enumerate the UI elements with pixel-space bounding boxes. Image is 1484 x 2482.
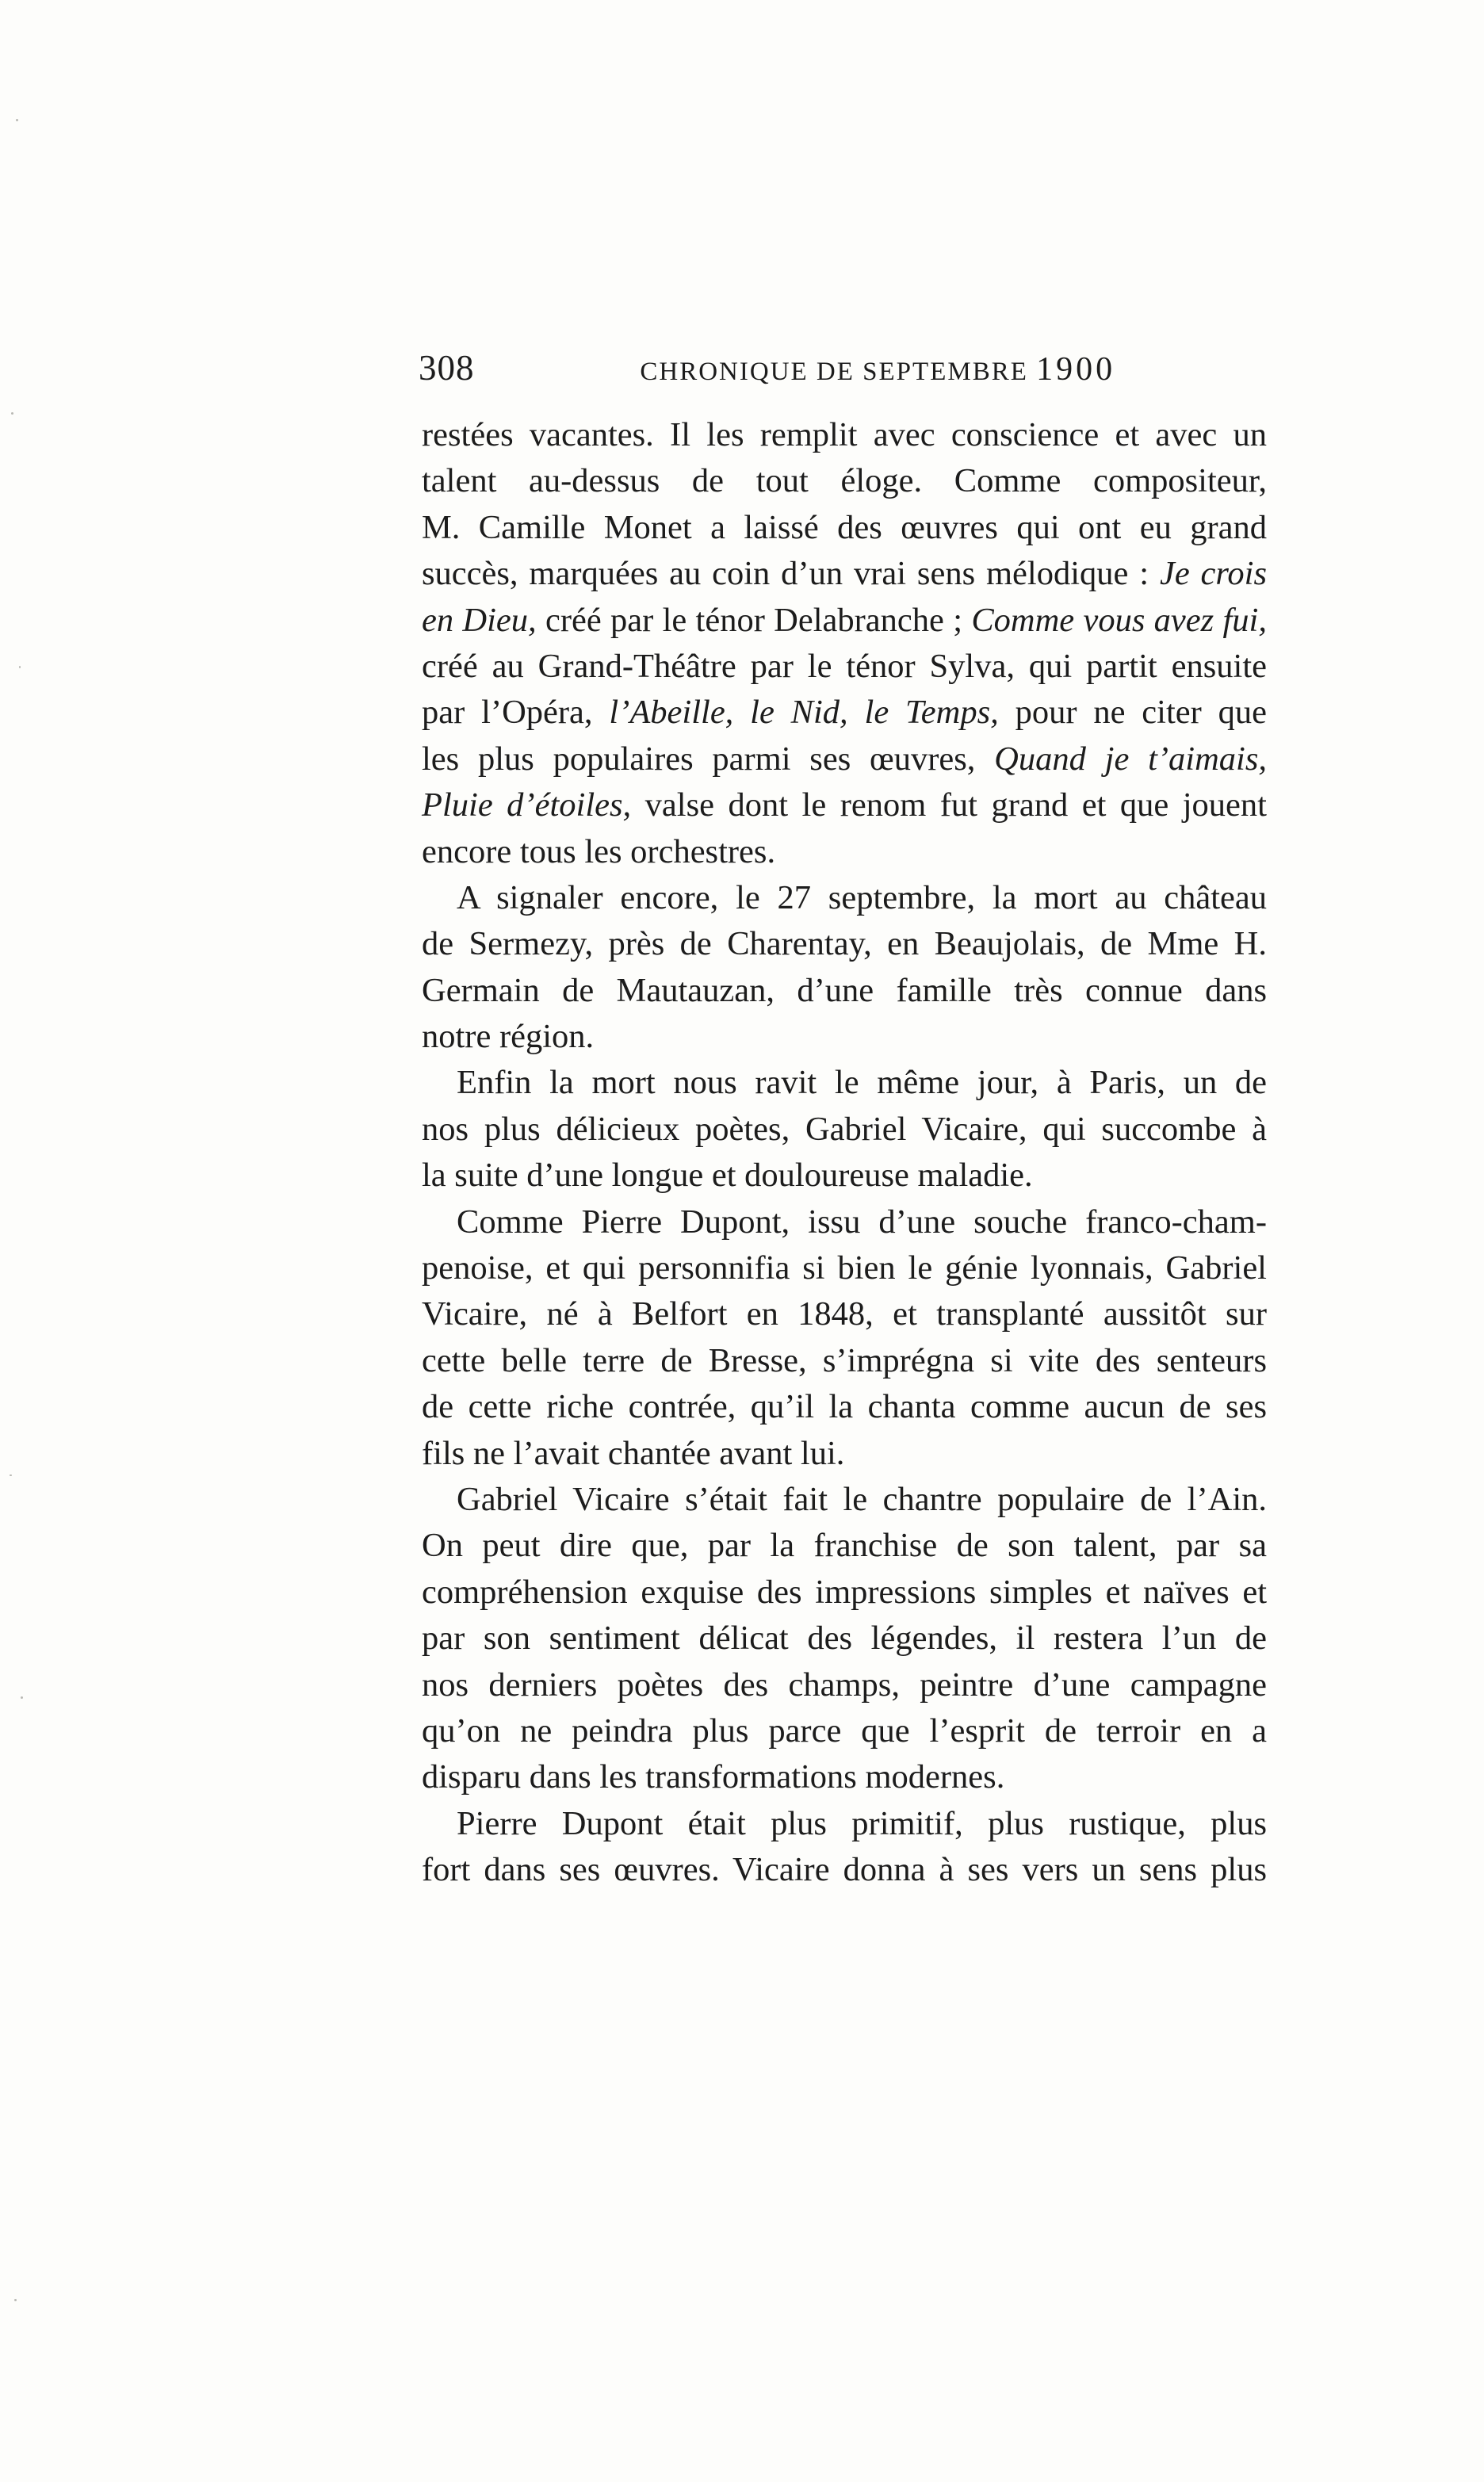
text-line [422, 1523, 1267, 1569]
text-line [422, 644, 1267, 690]
text-line [422, 690, 1267, 736]
text-line [422, 1107, 1267, 1153]
text-run: de cette riche contrée, qu’il la chanta comme aucun de ses [422, 1388, 1267, 1426]
text-line [422, 1014, 1267, 1060]
text-line [422, 1338, 1267, 1384]
text-line [422, 1384, 1267, 1430]
italic-title: l’Abeille, le Nid, le Temps, [609, 694, 999, 732]
text-run: Pierre Dupont était plus primitif, plus rustique, plus [457, 1804, 1267, 1842]
text-run: de Sermezy, près de Charentay, en Beaujolais, de Mme H. [422, 925, 1267, 963]
text-line [422, 1708, 1267, 1754]
text-line [422, 1291, 1267, 1337]
text-run: penoise, et qui personnifia si bien le génie lyonnais, Gabriel [422, 1249, 1267, 1287]
italic-title: Quand je t’aimais, [994, 740, 1268, 778]
text-run: qu’on ne peindra plus parce que l’esprit de terroir en a [422, 1711, 1267, 1750]
text-line [422, 1153, 1267, 1199]
text-line [422, 1199, 1267, 1245]
text-line [422, 1662, 1267, 1708]
running-head-title: CHRONIQUE DE SEPTEMBRE [640, 358, 1028, 386]
body-text [422, 412, 1267, 1894]
scan-speck [16, 119, 18, 121]
text-run: Germain de Mautauzan, d’une famille très connue dans [422, 971, 1267, 1009]
text-run: Gabriel Vicaire s’était fait le chantre populaire de l’Ain. [457, 1480, 1267, 1518]
text-run: A signaler encore, le 27 septembre, la mort au château [457, 878, 1267, 916]
text-run: nos plus délicieux poètes, Gabriel Vicaire, qui succombe à [422, 1110, 1267, 1148]
text-line [422, 1616, 1267, 1662]
text-run: Enfin la mort nous ravit le même jour, à Paris, un de [457, 1064, 1267, 1102]
text-run: pour ne citer que [998, 694, 1267, 732]
scan-speck [21, 1696, 23, 1699]
text-line [422, 1060, 1267, 1106]
text-run: par son sentiment délicat des légendes, il restera l’un de [422, 1620, 1267, 1658]
scan-speck [14, 2299, 17, 2301]
page-number: 308 [419, 348, 475, 388]
text-run: restées vacantes. Il les remplit avec conscience et avec un [422, 416, 1267, 453]
italic-title: Je crois [1159, 555, 1267, 593]
text-line [422, 1245, 1267, 1291]
text-line [422, 1754, 1267, 1800]
running-head-year: 1900 [1036, 351, 1116, 388]
text-line [422, 736, 1267, 782]
italic-title: Pluie d’étoiles, [422, 786, 632, 824]
scan-speck [11, 412, 13, 415]
text-line [422, 875, 1267, 921]
text-line [422, 921, 1267, 967]
text-line [422, 829, 1267, 875]
text-run: la suite d’une longue et douloureuse maladie. [422, 1157, 1033, 1195]
text-line [422, 412, 1267, 458]
running-head [475, 350, 1266, 388]
text-run: cette belle terre de Bresse, s’imprégna si vite des senteurs [422, 1341, 1267, 1379]
text-run: valse dont le renom fut grand et que jouent [631, 786, 1267, 824]
text-line [422, 458, 1267, 504]
text-run: créé au Grand-Théâtre par le ténor Sylva, qui partit ensuite [422, 647, 1267, 685]
text-line [422, 1431, 1267, 1477]
text-line [422, 968, 1267, 1014]
italic-title: en Dieu, [422, 601, 537, 639]
text-run: notre région. [422, 1018, 595, 1056]
page-header [419, 347, 1265, 395]
text-run: talent au-dessus de tout éloge. Comme compositeur, [422, 462, 1267, 500]
text-line [422, 505, 1267, 551]
text-run: fils ne l’avait chantée avant lui. [422, 1434, 845, 1472]
text-run: succès, marquées au coin d’un vrai sens mélodique : [422, 555, 1160, 593]
text-line [422, 1570, 1267, 1616]
scan-speck [19, 666, 21, 668]
text-run: On peut dire que, par la franchise de son talent, par sa [422, 1527, 1267, 1565]
text-run: les plus populaires parmi ses œuvres, [422, 740, 995, 778]
text-line [422, 551, 1267, 597]
text-line [422, 1801, 1267, 1847]
text-line [422, 1477, 1267, 1523]
text-run: fort dans ses œuvres. Vicaire donna à ses vers un sens plus [422, 1851, 1267, 1889]
text-line [422, 782, 1267, 828]
text-run: nos derniers poètes des champs, peintre d’une campagne [422, 1666, 1267, 1704]
italic-title: Comme vous avez fui, [971, 601, 1267, 639]
text-run: M. Camille Monet a laissé des œuvres qui ont eu grand [422, 508, 1267, 546]
scan-speck [10, 1474, 12, 1476]
text-line [422, 598, 1267, 644]
text-run: compréhension exquise des impressions simples et naïves et [422, 1573, 1267, 1611]
text-run: Comme Pierre Dupont, issu d’une souche franco-cham- [457, 1203, 1267, 1241]
text-run: encore tous les orchestres. [422, 832, 776, 870]
text-run: Vicaire, né à Belfort en 1848, et transplanté aussitôt sur [422, 1295, 1267, 1333]
text-run: disparu dans les transformations modernes. [422, 1758, 1005, 1796]
text-line [422, 1847, 1267, 1893]
text-run: par l’Opéra, [422, 694, 610, 732]
text-run: créé par le ténor Delabranche ; [536, 601, 972, 639]
